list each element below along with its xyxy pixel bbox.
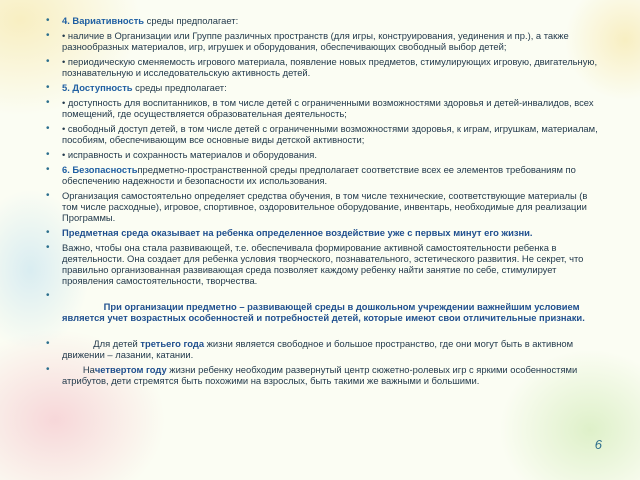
item-text: • наличие в Организации или Группе различных пространств (для игры, конструирования, уединения и пр.), а также разнообразных материалов, игр, игрушек и оборудования, обеспечивающих свободный выбор детей;	[62, 30, 569, 52]
list-item	[44, 56, 604, 78]
item-text: • свободный доступ детей, в том числе детей с ограниченными возможностями здоровья, к играм, игрушкам, материалам, пособиям, обеспечивающим все основные виды детской активности;	[62, 123, 598, 145]
item-text: Организация самостоятельно определяет средства обучения, в том числе технические, соответствующие материалы (в том числе расходные), игровое, спортивное, оздоровительное оборудование, инвентарь, необходимые для реализации Программы.	[62, 190, 588, 223]
item-text-pre: Для детей	[62, 338, 141, 349]
item-bold-text: Предметная среда оказывает на ребенка определенное воздействие уже с первых минут его жизни.	[62, 227, 533, 238]
item-text: среды предполагает:	[144, 15, 239, 26]
heading-fourth-year: четвертом году	[94, 364, 167, 375]
item-text: жизни является свободное и большое пространство, где они могут быть в активном движении – лазании, катании.	[62, 338, 576, 360]
item-text-pre: На	[62, 364, 95, 375]
list-item	[44, 242, 604, 286]
slide-body	[44, 15, 604, 390]
item-text: жизни ребенку необходим развернутый центр сюжетно-ролевых игр с яркими особенностями атрибутов, дети стремятся быть похожими на взрослых, быть такими же важными и большими.	[62, 364, 580, 386]
list-item	[44, 364, 604, 386]
list-item	[44, 290, 604, 334]
page-number: 6	[594, 437, 602, 452]
item-text: предметно-пространственной среды предполагает соответствие всех ее элементов требованиям по обеспечению надежности и безопасности их использования.	[62, 164, 576, 186]
heading-variativnost: 4. Вариативность	[62, 15, 145, 26]
list-item	[44, 149, 604, 160]
list-item	[44, 227, 604, 238]
item-text: • доступность для воспитанников, в том числе детей с ограниченными возможностями здоровья и детей-инвалидов, всех помещений, где осуществляется образовательная деятельность;	[62, 97, 594, 119]
item-text: • исправность и сохранность материалов и оборудования.	[62, 149, 317, 160]
heading-dostupnost: 5. Доступность	[62, 82, 133, 93]
list-item	[44, 190, 604, 223]
list-item	[44, 15, 604, 26]
list-item	[44, 30, 604, 52]
list-item	[44, 82, 604, 93]
item-text: среды предполагает:	[132, 82, 227, 93]
item-text: • периодическую сменяемость игрового материала, появление новых предметов, стимулирующих игровую, двигательную, познавательную и исследовательскую активность детей.	[62, 56, 598, 78]
heading-bezopasnost: 6. Безопасность	[62, 164, 138, 175]
heading-third-year: третьего года	[140, 338, 205, 349]
list-item	[44, 97, 604, 119]
item-bold-text: При организации предметно – развивающей среды в дошкольном учреждении важнейшим условием является учет возрастных особенностей и потребностей детей, которые имеют свои отличительные признаки.	[62, 301, 585, 323]
item-text: Важно, чтобы она стала развивающей, т.е. обеспечивала формирование активной самостоятельности ребенка в деятельности. Она создает для ребенка условия творческого, познавательного, эстетического развития. Не секрет, что правильно организованная развивающая среда позволяет каждому ребенку найти занятие по себе, стимулирует проявления самостоятельности, творчества.	[62, 242, 584, 286]
list-item	[44, 123, 604, 145]
list-item	[44, 338, 604, 360]
list-item	[44, 164, 604, 186]
